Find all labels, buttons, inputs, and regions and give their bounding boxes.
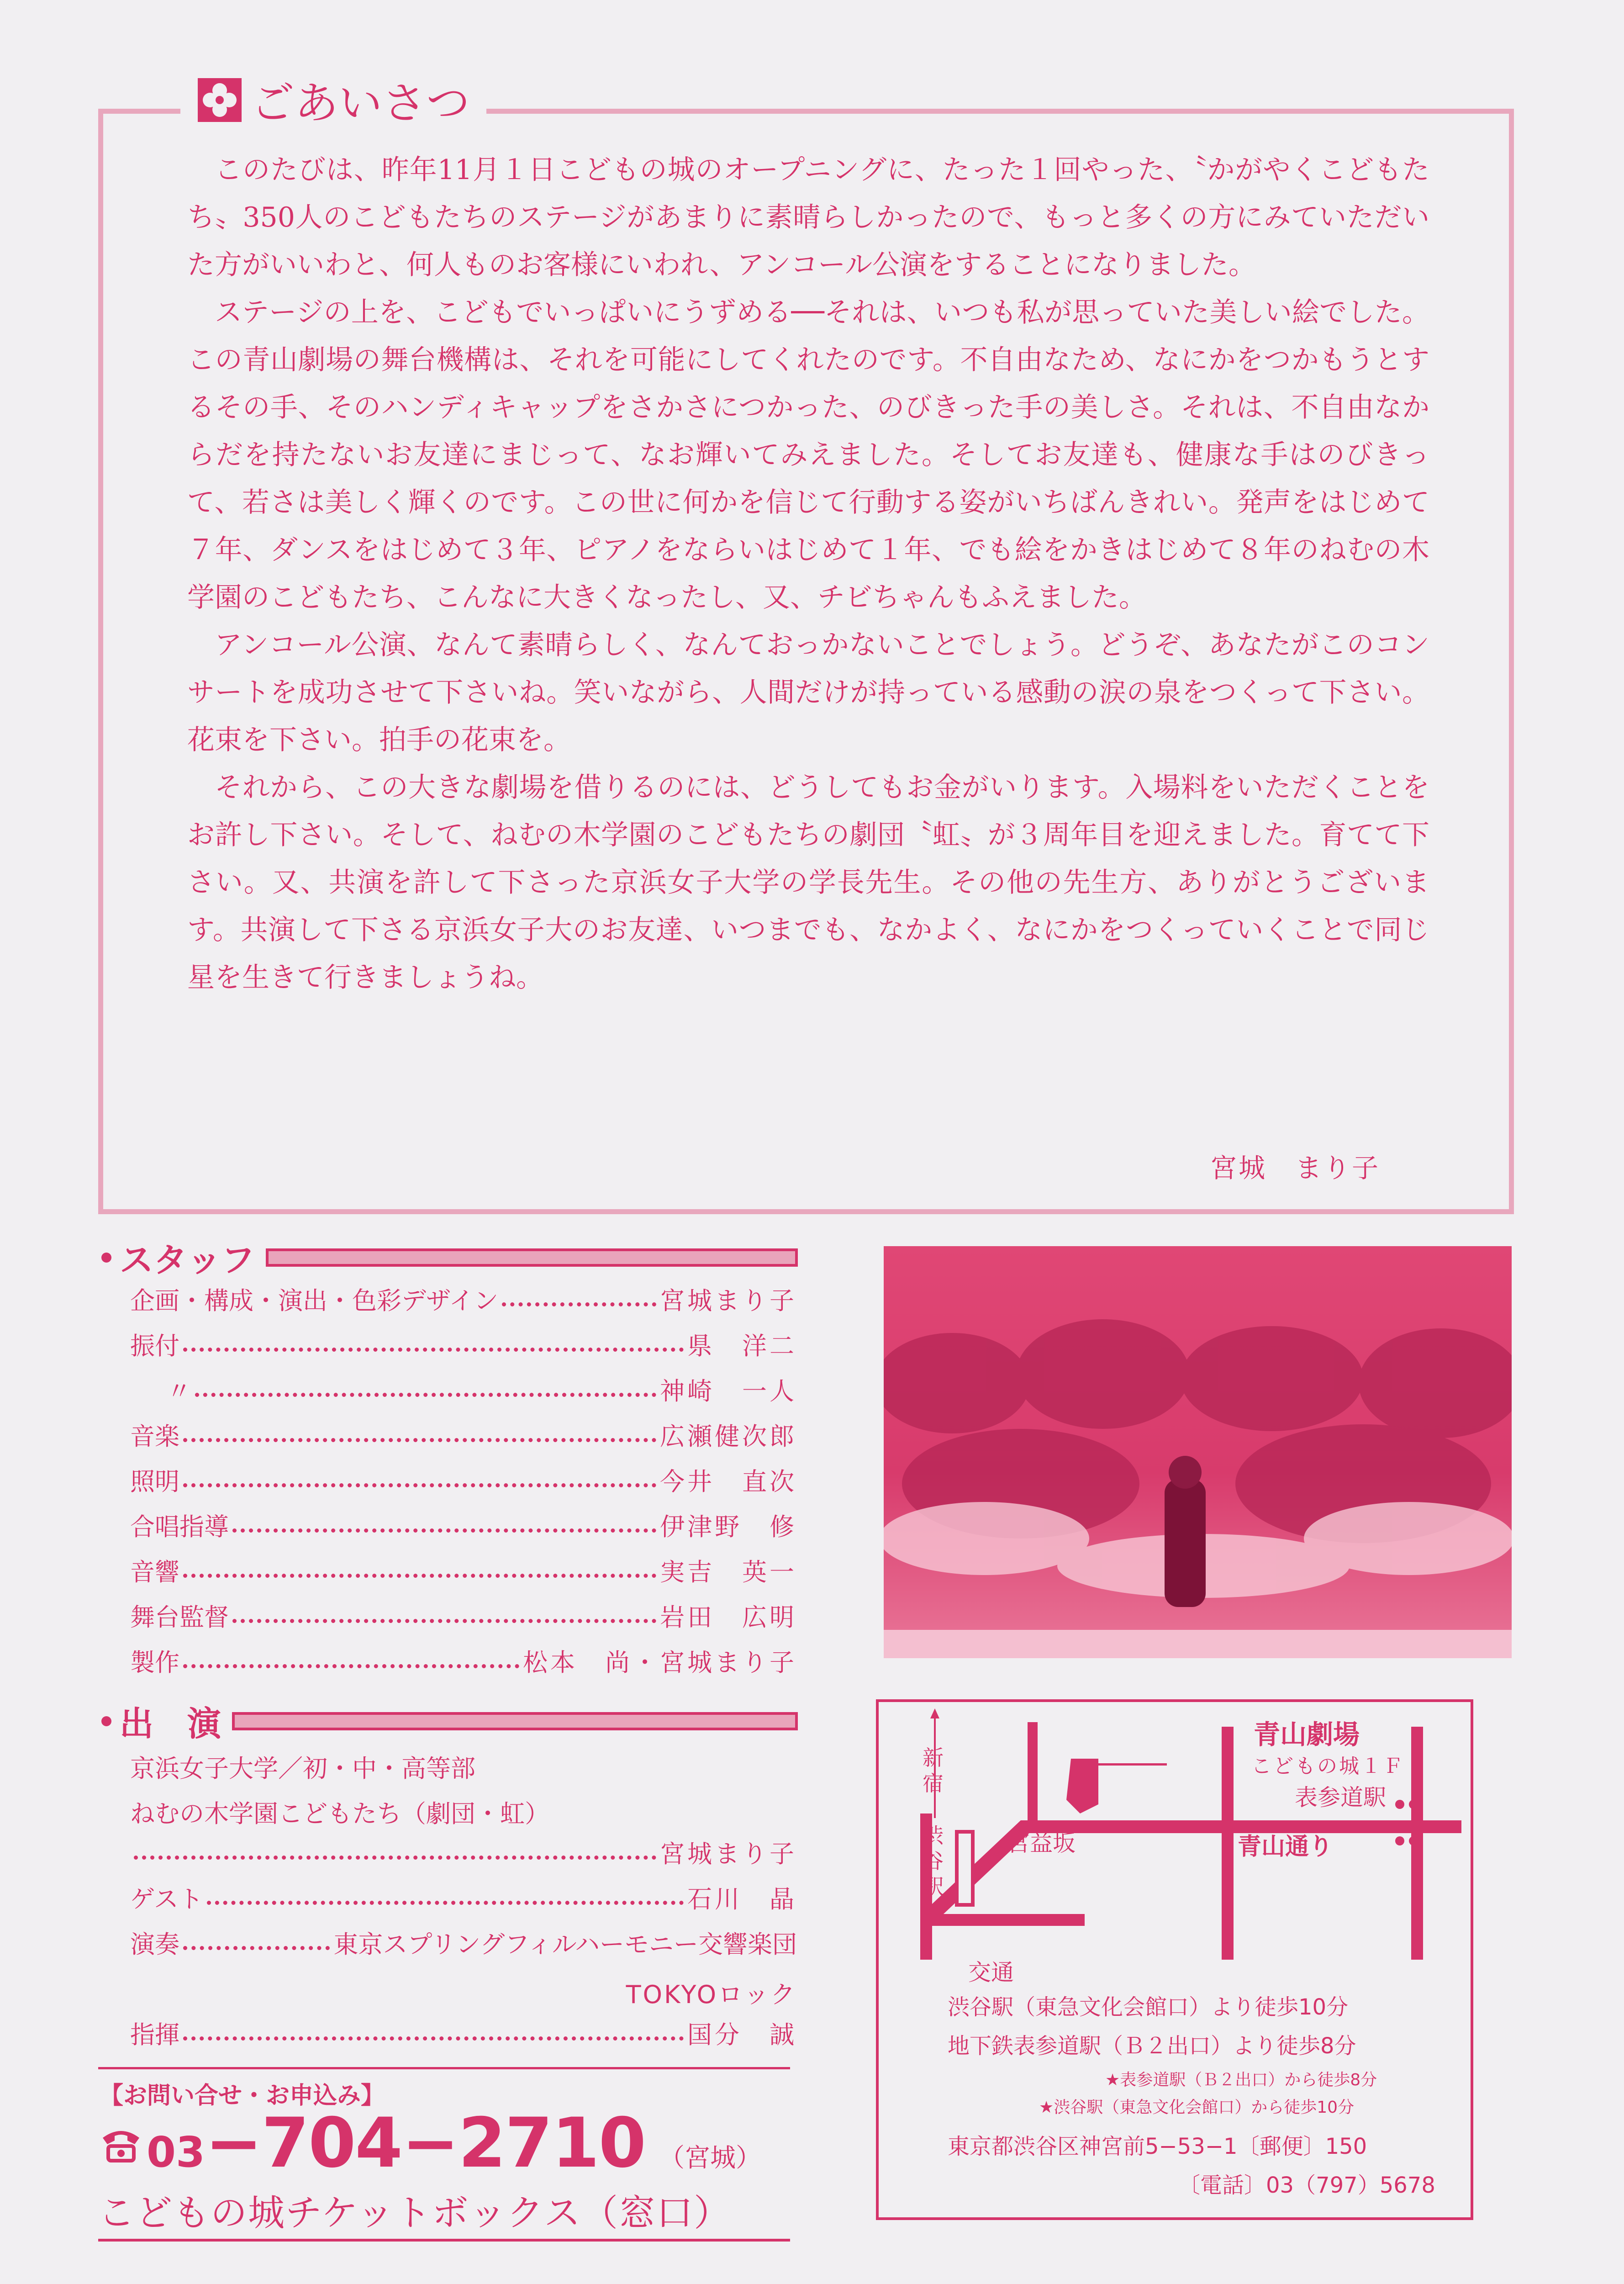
staff-name: 伊津野 修 xyxy=(660,1512,797,1541)
access-note: ★渋谷駅（東急文化会館口）から徒歩10分 xyxy=(1039,2098,1355,2117)
staff-row xyxy=(130,1598,797,1643)
cast-row xyxy=(130,1835,797,1880)
ticket-box-label: こどもの城チケットボックス（窓口） xyxy=(98,2184,790,2242)
staff-role: 振付 xyxy=(130,1332,179,1360)
phone-number: −704−2710 xyxy=(205,2104,645,2183)
staff-name: 岩田 広明 xyxy=(660,1603,797,1632)
telephone-icon xyxy=(98,2124,144,2162)
leader-dots xyxy=(232,1528,656,1533)
greeting-paragraph: このたびは、昨年11月１日こどもの城のオープニングに、たった１回やった、〝かがやくこどもたち〟350人のこどもたちのステージがあまりに素晴らしかったので、もっと多くの方にみていただいた方がいいわと、何人ものお客様にいわれ、アンコール公演をすることになりました。 xyxy=(187,154,1429,281)
heading-bar xyxy=(232,1712,798,1730)
leader-dots xyxy=(207,1901,684,1905)
cast-name: 東京スプリングフィルハーモニー交響楽団 xyxy=(333,1930,797,1959)
contact-rule xyxy=(98,2067,790,2069)
staff-name: 神崎 一人 xyxy=(660,1377,797,1406)
greeting-signature: 宮城 まり子 xyxy=(1210,1153,1381,1184)
leader-dots xyxy=(183,1946,330,1950)
staff-name: 宮城まり子 xyxy=(660,1286,797,1315)
bullet-icon xyxy=(101,1253,111,1263)
cast-role: 指揮 xyxy=(130,2020,179,2049)
staff-row xyxy=(130,1643,797,1688)
leader-dots xyxy=(183,1574,656,1578)
access-line: 渋谷駅（東急文化会館口）より徒歩10分 xyxy=(948,1994,1349,2020)
staff-row xyxy=(130,1417,797,1462)
cast-role: ゲスト xyxy=(130,1885,203,1914)
cast-name: 宮城まり子 xyxy=(660,1840,797,1868)
staff-role: 音響 xyxy=(130,1558,179,1586)
staff-role: 音楽 xyxy=(130,1422,179,1451)
heading-bar xyxy=(266,1248,798,1267)
stage-photo xyxy=(884,1246,1512,1658)
staff-role: 〃 xyxy=(167,1377,191,1406)
cast-line: ねむの木学園こどもたち（劇団・虹） xyxy=(130,1799,549,1828)
staff-name: 松本 尚・宮城まり子 xyxy=(523,1648,797,1677)
staff-heading-text: スタッフ xyxy=(120,1241,255,1280)
leader-dots xyxy=(183,1348,684,1352)
cast-name: 国分 誠 xyxy=(687,2020,797,2049)
staff-name: 今井 直次 xyxy=(660,1467,797,1496)
area-map xyxy=(879,1708,1468,1964)
phone-note: （宮城） xyxy=(659,2143,761,2173)
greeting-paragraph: それから、この大きな劇場を借りるのには、どうしてもお金がいります。入場料をいただくことをお許し下さい。そして、ねむの木学園のこどもたちの劇団〝虹〟が３周年目を迎えました。育てて下さい。又、共演を許して下さった京浜女子大学の学長先生。その他の先生方、ありがとうございます。共演して下さる京浜女子大のお友達、いつまでも、なかよく、なにかをつくっていくことで同じ星を生きて行きましょうね。 xyxy=(187,772,1429,994)
cast-row xyxy=(130,1880,797,1925)
leader-dots xyxy=(134,1856,656,1860)
cast-line xyxy=(130,1970,797,2015)
staff-role: 舞台監督 xyxy=(130,1603,229,1632)
staff-row xyxy=(130,1281,797,1327)
greeting-paragraph: アンコール公演、なんて素晴らしく、なんておっかないことでしょう。どうぞ、あなたがこのコンサートを成功させて下さいね。笑いながら、人間だけが持っている感動の涙の泉をつくって下さい。花束を下さい。拍手の花束を。 xyxy=(187,629,1429,756)
map-miyamasuzaka-label: 宮益坂 xyxy=(1007,1830,1076,1856)
cast-row xyxy=(130,2015,797,2061)
staff-role: 合唱指導 xyxy=(130,1512,229,1541)
greeting-body xyxy=(187,146,1429,1001)
staff-row xyxy=(130,1462,797,1507)
staff-name: 実吉 英一 xyxy=(660,1558,797,1586)
staff-name: 広瀬健次郎 xyxy=(660,1422,797,1451)
flower-icon xyxy=(197,77,243,123)
staff-row xyxy=(130,1327,797,1372)
cast-list xyxy=(130,1744,797,2061)
staff-row xyxy=(130,1553,797,1598)
staff-role: 照明 xyxy=(130,1467,179,1496)
greeting-heading-text: ごあいさつ xyxy=(251,78,470,129)
cast-line: 京浜女子大学／初・中・高等部 xyxy=(130,1754,475,1783)
staff-role: 企画・構成・演出・色彩デザイン xyxy=(130,1286,499,1315)
cast-heading xyxy=(101,1697,798,1745)
cast-name: 石川 晶 xyxy=(687,1885,797,1914)
greeting-heading xyxy=(180,69,486,131)
staff-heading xyxy=(101,1233,798,1282)
address-line: 東京都渋谷区神宮前5−53−1〔郵便〕150 xyxy=(948,2134,1367,2159)
leader-dots xyxy=(502,1302,656,1306)
leader-dots xyxy=(183,2036,684,2041)
map-aoyama-label: 青山通り xyxy=(1238,1833,1333,1861)
phone-line xyxy=(98,2104,761,2183)
tel-line: 〔電話〕03（797）5678 xyxy=(1178,2173,1435,2198)
staff-list xyxy=(130,1281,797,1688)
staff-role: 製作 xyxy=(130,1648,179,1677)
map-omotesando-label: 表参道駅 xyxy=(1295,1784,1386,1811)
map-shibuya-label: 渋谷駅 xyxy=(923,1823,944,1899)
staff-row xyxy=(130,1372,797,1417)
leader-dots xyxy=(183,1664,519,1668)
leader-dots xyxy=(183,1438,656,1442)
leader-dots xyxy=(183,1483,656,1487)
map-building-label: こどもの城１Ｆ xyxy=(1251,1755,1405,1778)
cast-row xyxy=(130,1925,797,1970)
bullet-icon xyxy=(101,1716,111,1726)
cast-name: TOKYOロック xyxy=(626,1980,797,2009)
access-note: ★表参道駅（Ｂ２出口）から徒歩8分 xyxy=(1105,2071,1377,2089)
map-theater-label: 青山劇場 xyxy=(1254,1719,1360,1750)
leader-dots xyxy=(232,1619,656,1623)
staff-name: 県 洋二 xyxy=(687,1332,797,1360)
map-shinjuku-label: 新宿 xyxy=(923,1745,944,1796)
contact-title: 【お問い合せ・お申込み】 xyxy=(100,2082,385,2110)
greeting-paragraph: ステージの上を、こどもでいっぱいにうずめる──それは、いつも私が思っていた美しい絵でした。この青山劇場の舞台機構は、それを可能にしてくれたのです。不自由なため、なにかをつかもうとするその手、そのハンディキャップをさかさにつかった、のびきった手の美しさ。それは、不自由なからだを持たないお友達にまじって、なお輝いてみえました。そしてお友達も、健康な手はのびきって、若さは美しく輝くのです。この世に何かを信じて行動する姿がいちばんきれい。発声をはじめて７年、ダンスをはじめて３年、ピアノをならいはじめて１年、でも絵をかきはじめて８年のねむの木学園のこどもたち、こんなに大きくなったし、又、チビちゃんもふえました。 xyxy=(187,296,1429,613)
phone-prefix: 03 xyxy=(147,2128,206,2177)
leader-dots xyxy=(195,1393,656,1397)
staff-row xyxy=(130,1507,797,1553)
access-title: 交通 xyxy=(968,1959,1014,1986)
access-line: 地下鉄表参道駅（Ｂ２出口）より徒歩8分 xyxy=(948,2033,1356,2059)
cast-heading-text: 出 演 xyxy=(120,1704,221,1744)
cast-role: 演奏 xyxy=(130,1930,179,1959)
